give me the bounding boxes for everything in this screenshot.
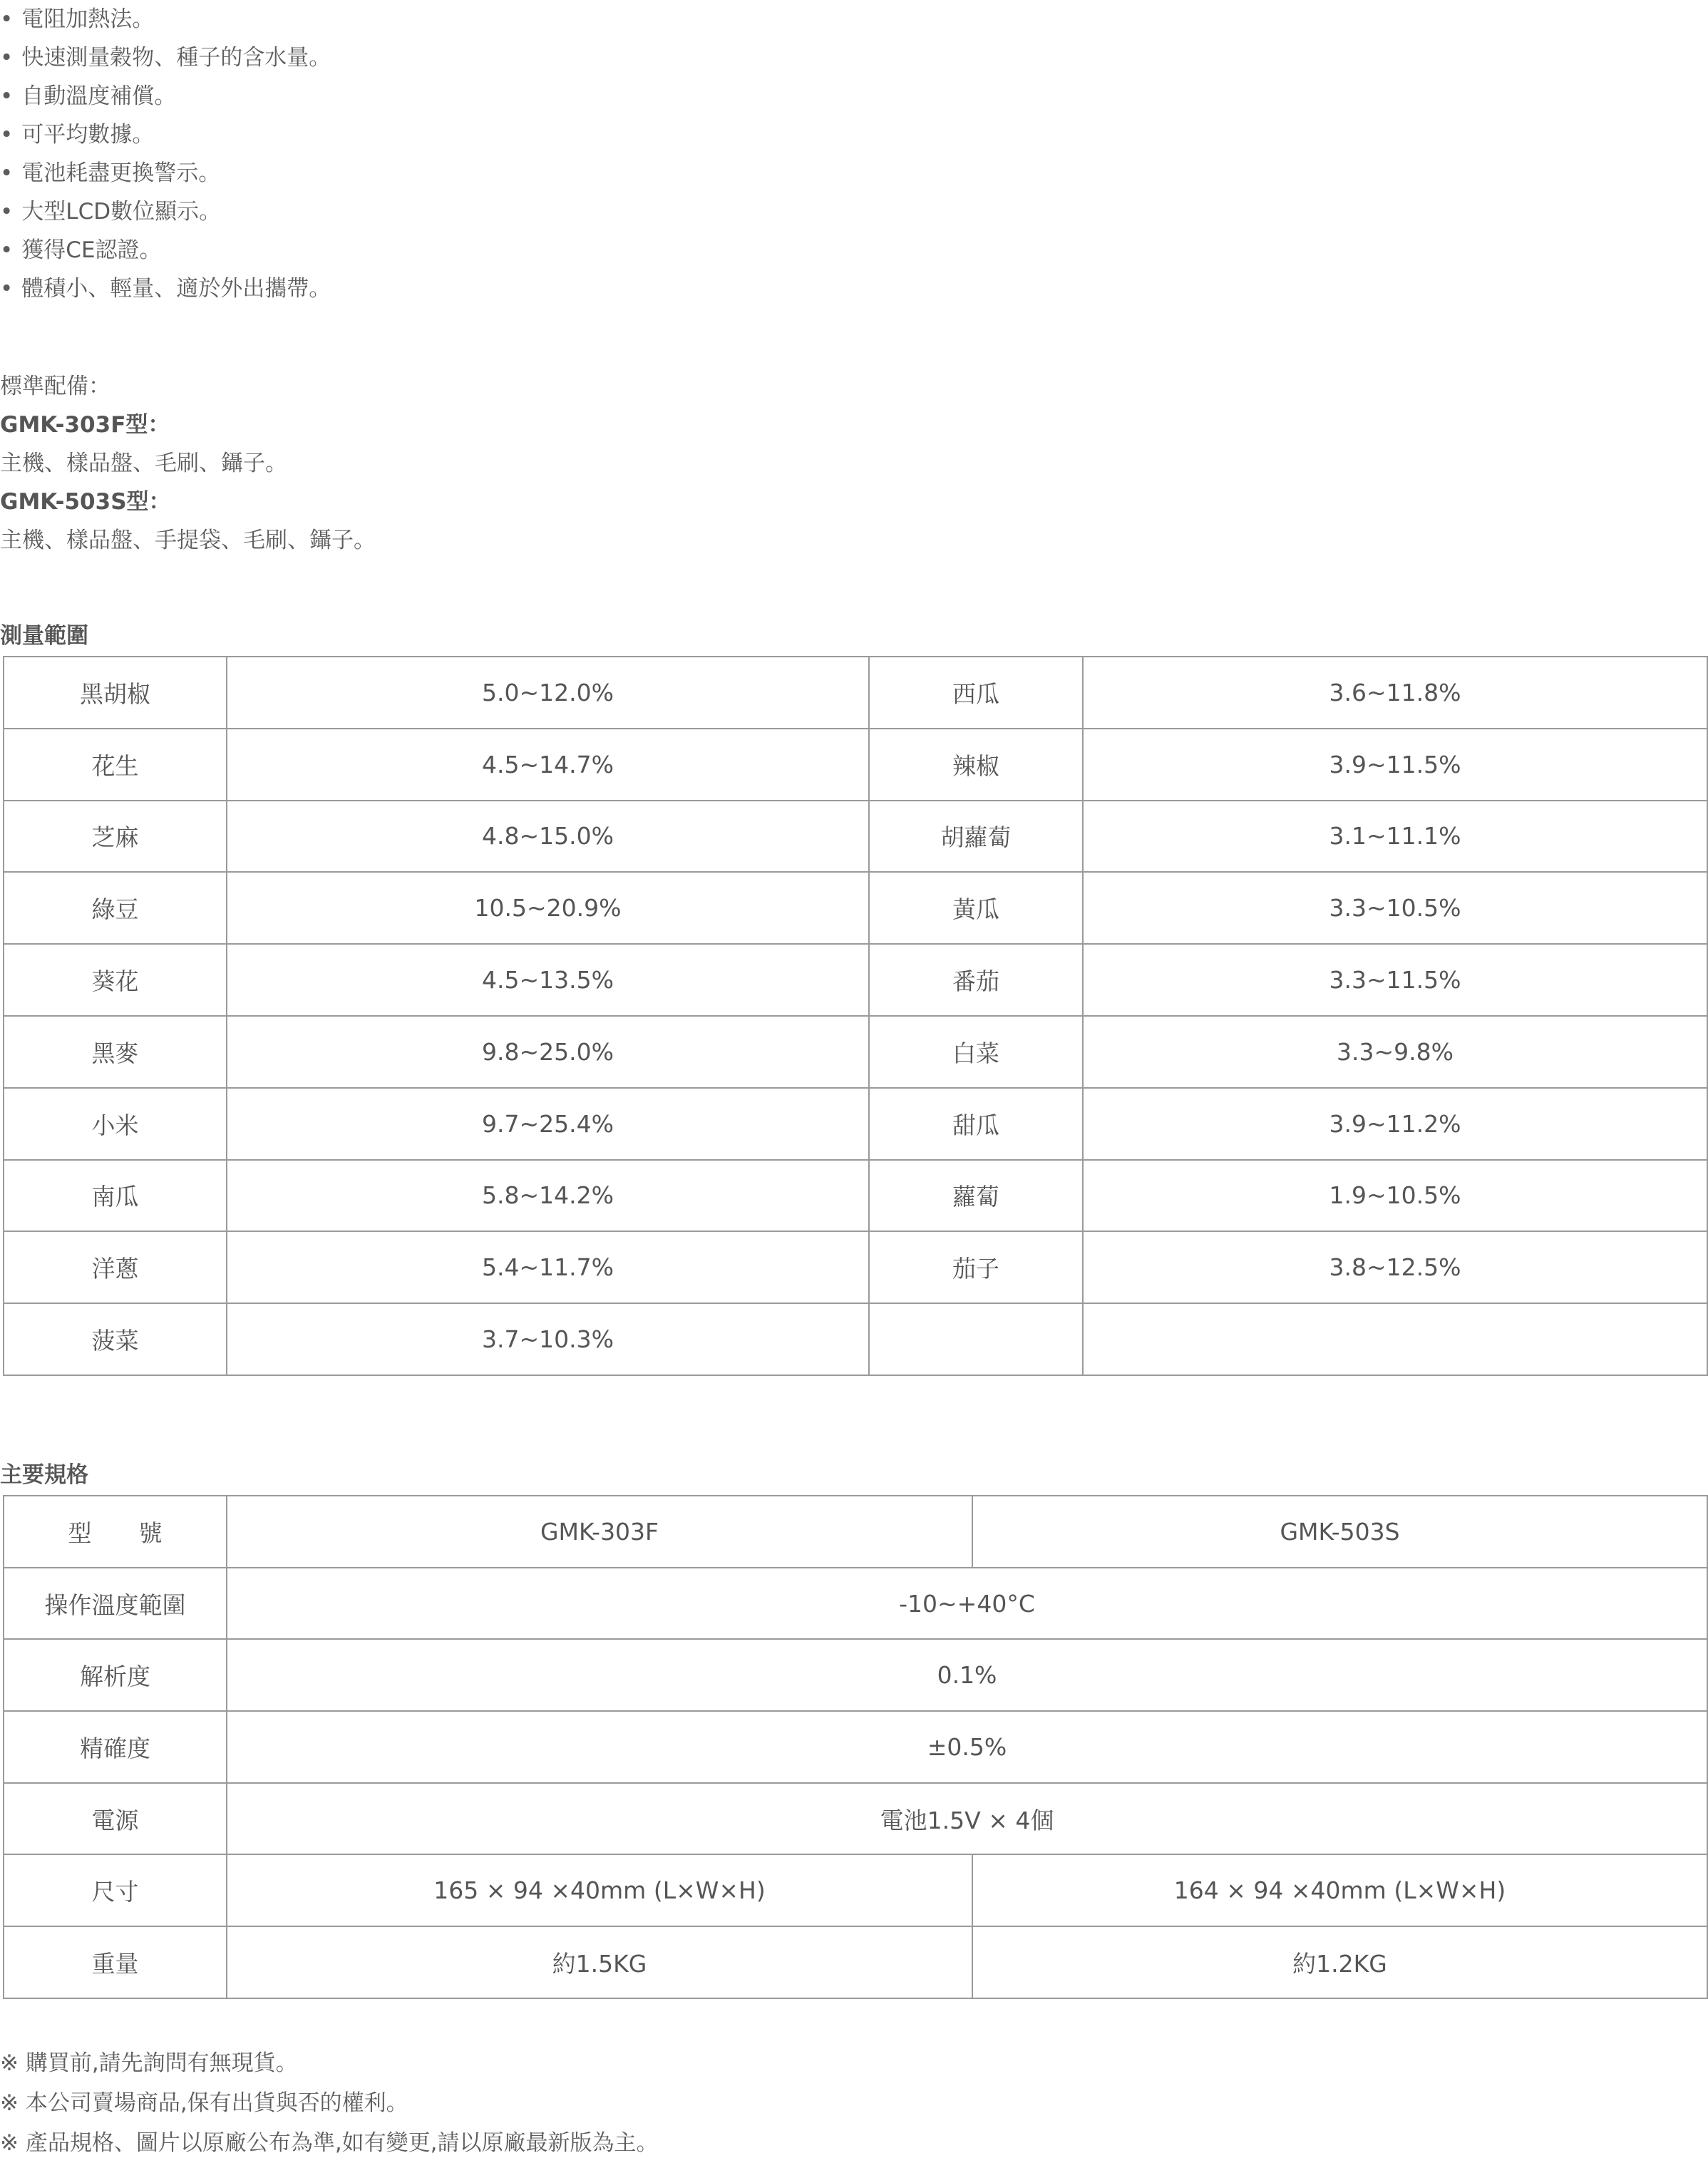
accessory-model-name: GMK-503S型： bbox=[0, 489, 171, 515]
table-row bbox=[4, 1303, 1707, 1375]
moisture-range: 3.9~11.2% bbox=[1083, 1088, 1707, 1160]
standard-accessories bbox=[0, 367, 376, 560]
feature-item: • 快速測量穀物、種子的含水量。 bbox=[0, 38, 331, 77]
moisture-range: 1.9~10.5% bbox=[1083, 1160, 1707, 1232]
accessory-model-items: 主機、樣品盤、手提袋、毛刷、鑷子。 bbox=[0, 528, 376, 553]
spec-value: -10~+40°C bbox=[227, 1568, 1707, 1640]
crop-name: 黑胡椒 bbox=[4, 657, 227, 729]
table-row bbox=[4, 1160, 1707, 1232]
table-row bbox=[4, 1496, 1707, 1568]
table-row bbox=[4, 1016, 1707, 1088]
accessory-model-items: 主機、樣品盤、毛刷、鑷子。 bbox=[0, 451, 287, 476]
crop-name: 黃瓜 bbox=[869, 872, 1083, 944]
table-row bbox=[4, 1088, 1707, 1160]
spec-value: 164 × 94 ×40mm (L×W×H) bbox=[972, 1854, 1707, 1926]
spec-value: 約1.2KG bbox=[972, 1926, 1707, 1998]
crop-name: 白菜 bbox=[869, 1016, 1083, 1088]
spec-label: 電源 bbox=[4, 1783, 227, 1855]
accessory-model-name: GMK-303F型： bbox=[0, 412, 170, 438]
moisture-range: 4.5~14.7% bbox=[227, 729, 869, 801]
moisture-range: 3.3~10.5% bbox=[1083, 872, 1707, 944]
feature-item: • 自動溫度補償。 bbox=[0, 77, 331, 115]
spec-label: 解析度 bbox=[4, 1639, 227, 1711]
specifications-table bbox=[3, 1495, 1708, 1999]
table-row bbox=[4, 944, 1707, 1016]
crop-name: 蘿蔔 bbox=[869, 1160, 1083, 1232]
crop-name: 菠菜 bbox=[4, 1303, 227, 1375]
moisture-range: 9.8~25.0% bbox=[227, 1016, 869, 1088]
spec-label: 型 號 bbox=[4, 1496, 227, 1568]
table-row bbox=[4, 1783, 1707, 1855]
table-row bbox=[4, 1854, 1707, 1926]
moisture-range bbox=[1083, 1303, 1707, 1375]
table-row bbox=[4, 1639, 1707, 1711]
crop-name: 西瓜 bbox=[869, 657, 1083, 729]
note-item: ※ 本公司賣場商品,保有出貨與否的權利。 bbox=[0, 2090, 408, 2116]
spec-label: 精確度 bbox=[4, 1711, 227, 1783]
crop-name bbox=[869, 1303, 1083, 1375]
table-row bbox=[4, 1231, 1707, 1303]
spec-value: 165 × 94 ×40mm (L×W×H) bbox=[227, 1854, 972, 1926]
crop-name: 花生 bbox=[4, 729, 227, 801]
note-item: ※ 購買前,請先詢問有無現貨。 bbox=[0, 2050, 298, 2076]
feature-item: • 電池耗盡更換警示。 bbox=[0, 154, 331, 192]
spec-value: 0.1% bbox=[227, 1639, 1707, 1711]
moisture-range: 3.3~11.5% bbox=[1083, 944, 1707, 1016]
feature-item: • 體積小、輕量、適於外出攜帶。 bbox=[0, 269, 331, 308]
crop-name: 綠豆 bbox=[4, 872, 227, 944]
spec-value: 約1.5KG bbox=[227, 1926, 972, 1998]
table-row bbox=[4, 657, 1707, 729]
spec-label: 操作溫度範圍 bbox=[4, 1568, 227, 1640]
moisture-range: 3.9~11.5% bbox=[1083, 729, 1707, 801]
crop-name: 芝麻 bbox=[4, 801, 227, 873]
crop-name: 辣椒 bbox=[869, 729, 1083, 801]
model-name: GMK-303F bbox=[227, 1496, 972, 1568]
crop-name: 洋蔥 bbox=[4, 1231, 227, 1303]
crop-name: 番茄 bbox=[869, 944, 1083, 1016]
crop-name: 胡蘿蔔 bbox=[869, 801, 1083, 873]
table-row bbox=[4, 1711, 1707, 1783]
feature-list bbox=[0, 0, 331, 308]
crop-name: 南瓜 bbox=[4, 1160, 227, 1232]
moisture-range: 5.4~11.7% bbox=[227, 1231, 869, 1303]
feature-item: • 可平均數據。 bbox=[0, 115, 331, 154]
crop-name: 茄子 bbox=[869, 1231, 1083, 1303]
moisture-range: 3.6~11.8% bbox=[1083, 657, 1707, 729]
feature-item: • 獲得CE認證。 bbox=[0, 231, 331, 269]
feature-item: • 電阻加熱法。 bbox=[0, 0, 331, 38]
crop-name: 甜瓜 bbox=[869, 1088, 1083, 1160]
spec-value: 電池1.5V × 4個 bbox=[227, 1783, 1707, 1855]
note-item: ※ 產品規格、圖片以原廠公布為準,如有變更,請以原廠最新版為主。 bbox=[0, 2130, 659, 2156]
table-row bbox=[4, 1568, 1707, 1640]
moisture-range: 5.8~14.2% bbox=[227, 1160, 869, 1232]
moisture-range: 4.8~15.0% bbox=[227, 801, 869, 873]
moisture-range: 9.7~25.4% bbox=[227, 1088, 869, 1160]
measurement-range-table bbox=[3, 656, 1708, 1376]
table-row bbox=[4, 872, 1707, 944]
spec-value: ±0.5% bbox=[227, 1711, 1707, 1783]
moisture-range: 3.3~9.8% bbox=[1083, 1016, 1707, 1088]
table-row bbox=[4, 801, 1707, 873]
moisture-range: 10.5~20.9% bbox=[227, 872, 869, 944]
spec-label: 尺寸 bbox=[4, 1854, 227, 1926]
notes bbox=[0, 2043, 659, 2163]
range-table-title: 測量範圍 bbox=[0, 623, 88, 649]
moisture-range: 4.5~13.5% bbox=[227, 944, 869, 1016]
moisture-range: 3.8~12.5% bbox=[1083, 1231, 1707, 1303]
table-row bbox=[4, 729, 1707, 801]
model-name: GMK-503S bbox=[972, 1496, 1707, 1568]
crop-name: 黑麥 bbox=[4, 1016, 227, 1088]
crop-name: 葵花 bbox=[4, 944, 227, 1016]
moisture-range: 3.1~11.1% bbox=[1083, 801, 1707, 873]
moisture-range: 3.7~10.3% bbox=[227, 1303, 869, 1375]
spec-table-title: 主要規格 bbox=[0, 1462, 88, 1488]
table-row bbox=[4, 1926, 1707, 1998]
moisture-range: 5.0~12.0% bbox=[227, 657, 869, 729]
accessories-heading: 標準配備： bbox=[0, 374, 110, 399]
crop-name: 小米 bbox=[4, 1088, 227, 1160]
feature-item: • 大型LCD數位顯示。 bbox=[0, 192, 331, 231]
spec-label: 重量 bbox=[4, 1926, 227, 1998]
